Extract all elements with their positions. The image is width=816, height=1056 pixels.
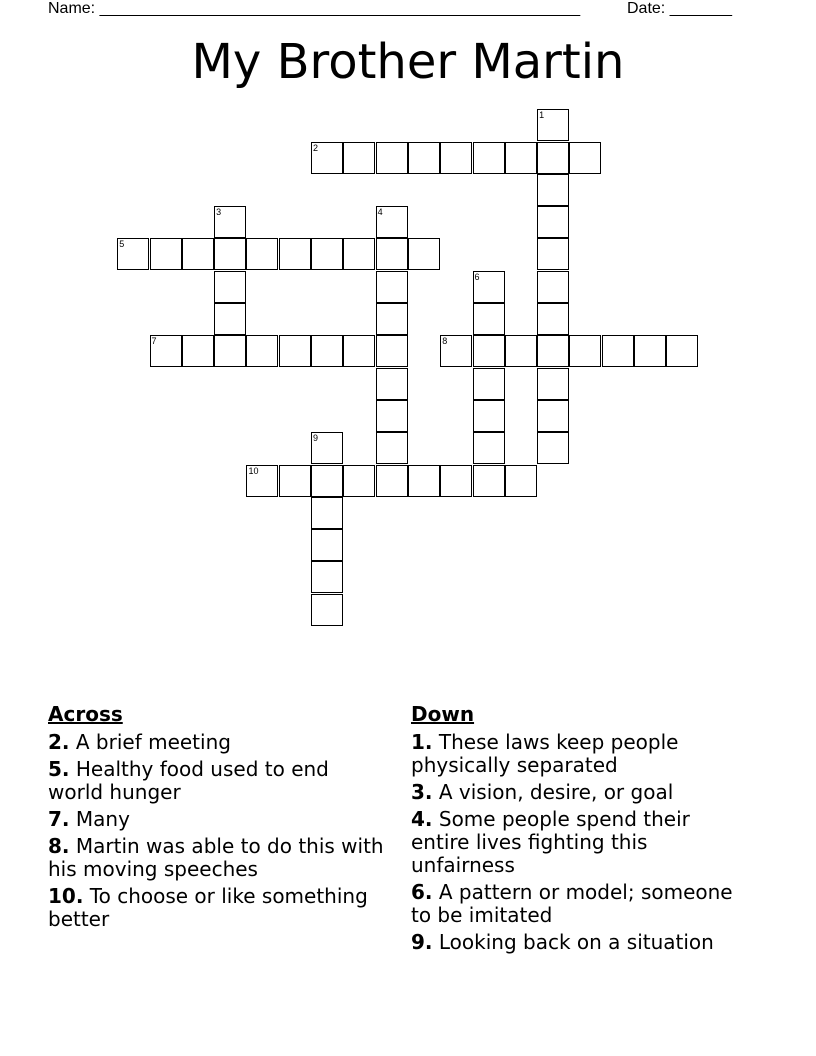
grid-cell[interactable] (376, 206, 408, 238)
grid-cell[interactable] (214, 303, 246, 335)
across-clue: 10. To choose or like something better (48, 884, 368, 931)
grid-cell[interactable] (569, 142, 601, 174)
across-clues (48, 703, 388, 935)
grid-cell[interactable] (473, 465, 505, 497)
grid-cell[interactable] (376, 465, 408, 497)
grid-cell[interactable] (473, 432, 505, 464)
clue-number: 10 (248, 465, 259, 476)
grid-cell[interactable] (214, 206, 246, 238)
grid-cell[interactable] (473, 271, 505, 303)
grid-cell[interactable] (666, 335, 698, 367)
grid-cell[interactable] (634, 335, 666, 367)
grid-cell[interactable] (311, 561, 343, 593)
grid-cell[interactable] (473, 335, 505, 367)
grid-cell[interactable] (311, 594, 343, 626)
clue-number: 4 (377, 207, 383, 218)
grid-cell[interactable] (376, 432, 408, 464)
across-clue: 2. A brief meeting (48, 730, 231, 754)
across-clue: 8. Martin was able to do this with his moving speeches (48, 834, 384, 881)
down-clue: 9. Looking back on a situation (411, 930, 714, 954)
grid-cell[interactable] (408, 238, 440, 270)
grid-cell[interactable] (473, 400, 505, 432)
grid-cell[interactable] (343, 465, 375, 497)
grid-cell[interactable] (376, 400, 408, 432)
grid-cell[interactable] (343, 335, 375, 367)
grid-cell[interactable] (537, 109, 569, 141)
date-field: Date: _______ (627, 0, 732, 17)
grid-cell[interactable] (376, 368, 408, 400)
clue-number: 1 (539, 110, 545, 121)
grid-cell[interactable] (311, 335, 343, 367)
grid-cell[interactable] (214, 335, 246, 367)
grid-cell[interactable] (376, 335, 408, 367)
grid-cell[interactable] (182, 238, 214, 270)
grid-cell[interactable] (408, 465, 440, 497)
grid-cell[interactable] (537, 303, 569, 335)
grid-cell[interactable] (279, 238, 311, 270)
grid-cell[interactable] (311, 238, 343, 270)
down-clue: 4. Some people spend their entire lives fighting this unfairness (411, 807, 690, 877)
grid-cell[interactable] (440, 465, 472, 497)
across-clue: 5. Healthy food used to end world hunger (48, 757, 329, 804)
clue-number: 6 (474, 271, 480, 282)
grid-cell[interactable] (473, 303, 505, 335)
grid-cell[interactable] (150, 335, 182, 367)
grid-cell[interactable] (537, 271, 569, 303)
grid-cell[interactable] (343, 142, 375, 174)
clue-number: 8 (442, 336, 448, 347)
grid-cell[interactable] (602, 335, 634, 367)
grid-cell[interactable] (246, 335, 278, 367)
down-clue: 1. These laws keep people physically separated (411, 730, 679, 777)
grid-cell[interactable] (537, 432, 569, 464)
grid-cell[interactable] (376, 271, 408, 303)
grid-cell[interactable] (440, 142, 472, 174)
grid-cell[interactable] (311, 432, 343, 464)
grid-cell[interactable] (505, 465, 537, 497)
down-clue: 3. A vision, desire, or goal (411, 780, 674, 804)
grid-cell[interactable] (537, 368, 569, 400)
grid-cell[interactable] (214, 238, 246, 270)
down-clue: 6. A pattern or model; someone to be imitated (411, 880, 733, 927)
grid-cell[interactable] (505, 142, 537, 174)
grid-cell[interactable] (376, 303, 408, 335)
grid-cell[interactable] (537, 206, 569, 238)
grid-cell[interactable] (311, 142, 343, 174)
grid-cell[interactable] (246, 465, 278, 497)
grid-cell[interactable] (505, 335, 537, 367)
grid-cell[interactable] (279, 465, 311, 497)
grid-cell[interactable] (150, 238, 182, 270)
grid-cell[interactable] (376, 142, 408, 174)
grid-cell[interactable] (117, 238, 149, 270)
grid-cell[interactable] (182, 335, 214, 367)
across-heading: Across (48, 702, 123, 726)
grid-cell[interactable] (408, 142, 440, 174)
grid-cell[interactable] (473, 142, 505, 174)
clue-number: 2 (313, 142, 319, 153)
grid-cell[interactable] (311, 497, 343, 529)
grid-cell[interactable] (440, 335, 472, 367)
grid-cell[interactable] (537, 142, 569, 174)
grid-cell[interactable] (279, 335, 311, 367)
grid-cell[interactable] (569, 335, 601, 367)
page-title: My Brother Martin (191, 34, 625, 90)
grid-cell[interactable] (537, 400, 569, 432)
clue-number: 5 (119, 239, 125, 250)
grid-cell[interactable] (537, 238, 569, 270)
grid-cell[interactable] (537, 335, 569, 367)
grid-cell[interactable] (473, 368, 505, 400)
grid-cell[interactable] (376, 238, 408, 270)
grid-cell[interactable] (537, 174, 569, 206)
clue-number: 7 (151, 336, 157, 347)
across-clue: 7. Many (48, 807, 130, 831)
clue-number: 9 (313, 433, 319, 444)
grid-cell[interactable] (311, 529, 343, 561)
grid-cell[interactable] (343, 238, 375, 270)
down-clues (411, 703, 741, 958)
down-heading: Down (411, 702, 475, 726)
grid-cell[interactable] (246, 238, 278, 270)
name-field: Name: ______________________________________________________ (48, 0, 581, 17)
grid-cell[interactable] (214, 271, 246, 303)
grid-cell[interactable] (311, 465, 343, 497)
clue-number: 3 (216, 207, 222, 218)
